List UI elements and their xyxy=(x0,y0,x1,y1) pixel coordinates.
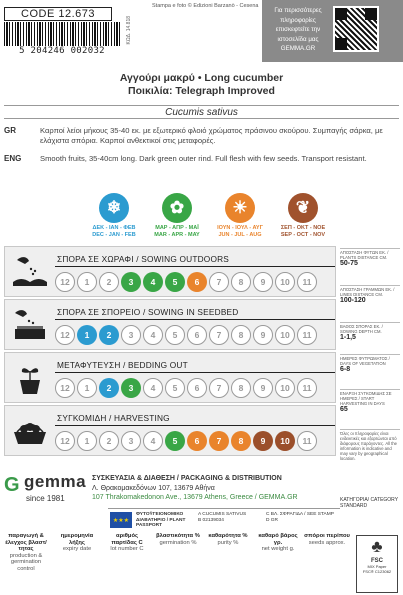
description-gr xyxy=(4,126,399,146)
fsc-logo xyxy=(356,535,398,593)
harvest-icon xyxy=(11,411,49,449)
month-5: 5 xyxy=(165,272,185,292)
row-title: ΣΠΟΡΑ ΣΕ ΣΠΟΡΕΙΟ / SOWING IN SEEDBED xyxy=(57,307,239,317)
fsc-tree-icon: ♣ xyxy=(371,537,383,556)
month-8: 8 xyxy=(231,325,251,345)
eu-flag-icon: ★★★ xyxy=(110,512,132,528)
month-5: 5 xyxy=(165,431,185,451)
passport-d: D GR xyxy=(266,517,278,523)
month-9: 9 xyxy=(253,272,273,292)
month-track xyxy=(55,325,317,345)
category-label: ΚΑΤΗΓΟΡΙΑ/ CATEGORY STANDARD xyxy=(340,497,398,509)
seedbed-icon xyxy=(11,305,49,343)
lang-label: ENG xyxy=(4,154,22,163)
footer-item: αριθμός παρτίδας C lot number C xyxy=(110,533,144,552)
footer-item: παραγωγή & έλεγχος βλαστ/τητας production & germination control xyxy=(5,533,47,572)
month-3: 3 xyxy=(121,325,141,345)
side-info-value: 1-1,5 xyxy=(340,334,356,341)
month-6: 6 xyxy=(187,378,207,398)
side-info-value: 50-75 xyxy=(340,260,358,267)
month-10: 10 xyxy=(275,272,295,292)
latin-name: Cucumis sativus xyxy=(4,105,399,119)
divider xyxy=(55,372,335,373)
side-info-item: Όλες οι πληροφορίες είναι ενδεικτικές και εξαρτώνται από διάφορους παράγοντες. All the information is indicative and may vary by geographical location. xyxy=(340,429,400,461)
product-variety: Ποικιλία: Telegraph Improved xyxy=(128,85,275,97)
logo-mark-icon: G xyxy=(4,474,20,496)
company-line: ΣΥΣΚΕΥΑΣΙΑ & ΔΙΑΘΕΣΗ / PACKAGING & DISTRIBUTION xyxy=(92,475,282,482)
month-1: 1 xyxy=(77,378,97,398)
side-info-value: 6-8 xyxy=(340,366,351,373)
side-info-item: ΗΜΕΡΕΣ ΦΥΤΡΩΜΑΤΟΣ / DAYS OF VEGETATION 6-8 xyxy=(340,354,400,372)
month-3: 3 xyxy=(121,378,141,398)
row-title: ΣΠΟΡΑ ΣΕ ΧΩΡΑΦΙ / SOWING OUTDOORS xyxy=(57,254,230,264)
side-info-item: ΑΠΟΣΤΑΣΗ ΓΡΑΜΜΩΝ ΕΚ. / LINES DISTANCE CM. 100-120 xyxy=(340,285,400,303)
footer-item: βλαστικότητα % germination % xyxy=(156,533,200,546)
row-title: ΣΥΓΚΟΜΙΔΗ / HARVESTING xyxy=(57,413,170,423)
month-5: 5 xyxy=(165,325,185,345)
side-info-item: ΕΝΑΡΞΗ ΣΥΓΚΟΜΙΔΗΣ ΣΕ ΗΜΕΡΕΣ / START HARVESTING IN DAYS 65 xyxy=(340,389,400,412)
month-3: 3 xyxy=(121,431,141,451)
product-code: CODE 12.673 xyxy=(4,7,112,21)
season-legend xyxy=(85,193,333,243)
season-label-en: SEP - OCT - NOV xyxy=(280,232,326,238)
passport-a: A CUCUMIS SATIVUS xyxy=(198,512,247,517)
description-text: Καρποί λείοι μήκους 35-40 εκ. με εξωτερικό φλοιό χρώματος πράσινου σκούρου. Συμπαγής σάρκα, με ελάχιστα σπόρια. Καρποί ανθεκτικοί στις μεταφορές. xyxy=(40,126,383,145)
month-11: 11 xyxy=(297,272,317,292)
side-info-value: 65 xyxy=(340,406,348,413)
month-track xyxy=(55,272,317,292)
month-4: 4 xyxy=(143,325,163,345)
month-4: 4 xyxy=(143,378,163,398)
month-1: 1 xyxy=(77,272,97,292)
description-text: Smooth fruits, 35-40cm long. Dark green outer rind. Full flesh with few seeds. Transport resistant. xyxy=(40,154,367,163)
month-8: 8 xyxy=(231,378,251,398)
season-spring xyxy=(148,193,206,239)
month-7: 7 xyxy=(209,378,229,398)
description-en xyxy=(4,154,399,164)
month-6: 6 xyxy=(187,431,207,451)
flower-icon: ✿ xyxy=(162,193,192,223)
month-track xyxy=(55,378,317,398)
passport-b: B 02139034 xyxy=(198,517,224,523)
month-9: 9 xyxy=(253,378,273,398)
month-10: 10 xyxy=(275,431,295,451)
bedding-out-icon xyxy=(11,358,49,396)
info-text: Για περισσότερες πληροφορίες επισκεφτείτε την ιστοσελίδα μας GEMMA.GR xyxy=(274,7,322,52)
month-4: 4 xyxy=(143,431,163,451)
month-track xyxy=(55,431,317,451)
print-credit: Stampa e foto © Edizioni Barzanò - Cesena xyxy=(152,3,259,9)
fsc-sub: MIX Paper xyxy=(367,564,387,569)
month-2: 2 xyxy=(99,378,119,398)
month-12: 12 xyxy=(55,378,75,398)
passport-title: ΦΥΤΟΫΓΕΙΟΝΟΜΙΚΟ ΔΙΑΒΑΤΗΡΙΟ / PLANT PASSPORT xyxy=(136,512,186,528)
month-10: 10 xyxy=(275,378,295,398)
month-5: 5 xyxy=(165,378,185,398)
company-line: Λ. Θρακομακεδόνων 107, 13679 Αθήνα xyxy=(92,484,215,492)
row-sowing-outdoors xyxy=(4,246,336,297)
gemma-logo xyxy=(4,472,87,512)
month-10: 10 xyxy=(275,325,295,345)
month-11: 11 xyxy=(297,325,317,345)
month-7: 7 xyxy=(209,325,229,345)
fsc-label: FSC xyxy=(371,558,383,564)
footer-item: καθαρό βάρος γρ. net weight g. xyxy=(258,533,298,552)
company-info xyxy=(92,474,337,503)
month-1: 1 xyxy=(77,325,97,345)
month-11: 11 xyxy=(297,378,317,398)
product-title: Αγγούρι μακρύ • Long cucumber xyxy=(119,72,284,84)
barcode-digits: 5 204246 002032 xyxy=(19,46,105,56)
qr-code[interactable] xyxy=(333,6,379,52)
month-4: 4 xyxy=(143,272,163,292)
row-bedding-out xyxy=(4,352,336,403)
season-label-gr: ΣΕΠ - ΟΚΤ - ΝΟΕ xyxy=(280,225,326,231)
month-8: 8 xyxy=(231,431,251,451)
fsc-code: FSC® C123062 xyxy=(362,569,392,574)
month-2: 2 xyxy=(99,325,119,345)
side-info-item: ΑΠΟΣΤΑΣΗ ΦΥΤΩΝ ΕΚ. / PLANTS DISTANCE CM. 50-75 xyxy=(340,248,400,266)
month-7: 7 xyxy=(209,272,229,292)
month-12: 12 xyxy=(55,272,75,292)
season-label-en: MAR - APR - MAY xyxy=(154,232,200,238)
season-summer xyxy=(211,193,269,239)
row-title: ΜΕΤΑΦΥΤΕΥΣΗ / BEDDING OUT xyxy=(57,360,188,370)
header xyxy=(0,0,403,62)
month-2: 2 xyxy=(99,272,119,292)
side-info-value: 100-120 xyxy=(340,297,366,304)
month-12: 12 xyxy=(55,325,75,345)
season-label-en: DEC - JAN - FEB xyxy=(92,232,136,238)
plant-passport xyxy=(108,508,340,530)
row-sowing-seedbed xyxy=(4,299,336,350)
month-9: 9 xyxy=(253,325,273,345)
season-label-gr: ΙΟΥΝ - ΙΟΥΛ - ΑΥΓ xyxy=(217,225,263,231)
sowing-outdoors-icon xyxy=(11,252,49,290)
divider xyxy=(55,319,335,320)
month-7: 7 xyxy=(209,431,229,451)
side-info-item: ΒΑΘΟΣ ΣΠΟΡΑΣ ΕΚ. / SOWING DEPTH CM. 1-1,5 xyxy=(340,322,400,340)
month-12: 12 xyxy=(55,431,75,451)
product-title-block xyxy=(0,72,403,97)
row-harvesting xyxy=(4,405,336,456)
month-3: 3 xyxy=(121,272,141,292)
footer xyxy=(0,533,403,595)
snowflake-icon: ❄ xyxy=(99,193,129,223)
month-11: 11 xyxy=(297,431,317,451)
divider xyxy=(55,266,335,267)
season-winter xyxy=(85,193,143,239)
vertical-code: ΚΩΔ. 14.818 xyxy=(126,16,132,45)
barcode xyxy=(4,22,120,46)
logo-since: since 1981 xyxy=(26,494,65,503)
month-6: 6 xyxy=(187,325,207,345)
season-label-gr: ΜΑΡ - ΑΠΡ - ΜΑΪ xyxy=(155,225,199,231)
divider xyxy=(55,425,335,426)
month-1: 1 xyxy=(77,431,97,451)
month-8: 8 xyxy=(231,272,251,292)
footer-item: ημερομηνία λήξης expiry date xyxy=(60,533,94,552)
footer-item: σπόροι περίπου seeds approx. xyxy=(304,533,350,546)
passport-c: C ΒΛ. ΣΦΡΑΓΙΔΑ / SEE STAMP xyxy=(266,512,334,517)
lang-label: GR xyxy=(4,126,16,135)
footer-item: καθαρότητα % purity % xyxy=(208,533,248,546)
logo-word: gemma xyxy=(24,472,87,491)
company-line[interactable]: 107 Thrakomakedonon Ave., 13679 Athens, Greece / GEMMA.GR xyxy=(92,494,298,502)
leaf-icon: ❦ xyxy=(288,193,318,223)
season-label-gr: ΔΕΚ - ΙΑΝ - ΦΕΒ xyxy=(92,225,136,231)
month-2: 2 xyxy=(99,431,119,451)
month-9: 9 xyxy=(253,431,273,451)
season-label-en: JUN - JUL - AUG xyxy=(218,232,262,238)
month-6: 6 xyxy=(187,272,207,292)
sun-icon: ☀ xyxy=(225,193,255,223)
season-autumn xyxy=(274,193,332,239)
